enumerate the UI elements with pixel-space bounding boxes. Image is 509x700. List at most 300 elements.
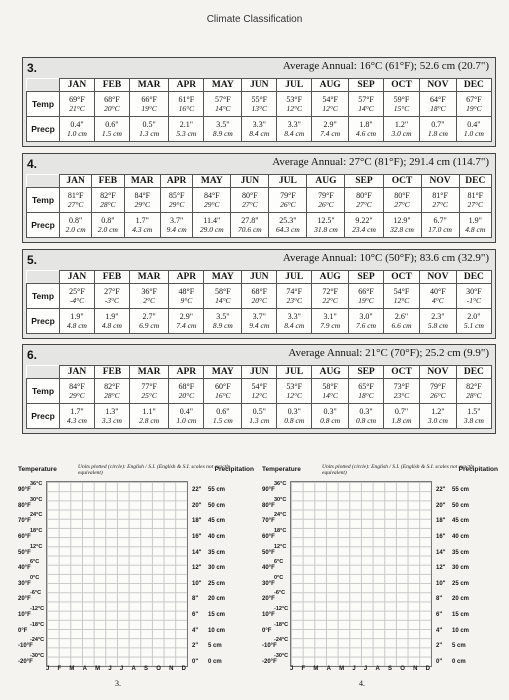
- temp-value-english: 81°F: [67, 191, 84, 200]
- month-tick: S: [388, 666, 393, 672]
- precip-value-si: 17.0 cm: [428, 225, 452, 234]
- month-header: JAN: [60, 366, 95, 379]
- temp-value-si: 19°C: [358, 296, 374, 305]
- precip-cm-tick: 5 cm: [452, 643, 466, 650]
- precip-value-english: 1.9": [70, 312, 84, 321]
- month-tick: F: [301, 666, 306, 672]
- temp-c-tick: 6°C: [274, 559, 284, 566]
- precip-in-tick: 22": [192, 487, 202, 493]
- temp-cell: [60, 92, 95, 117]
- precip-cell: [242, 309, 277, 334]
- temp-value-si: 12°C: [393, 296, 410, 305]
- temp-value-english: 58°F: [215, 287, 231, 296]
- temp-cell: [204, 92, 242, 117]
- temp-value-si: -1°C: [466, 296, 482, 305]
- climate-table: [26, 78, 492, 142]
- precip-cell: [94, 404, 129, 429]
- temp-value-si: 28°C: [466, 391, 482, 400]
- temp-cell: [456, 379, 491, 404]
- temp-cell: [277, 379, 312, 404]
- month-header: AUG: [312, 79, 349, 92]
- page-title: Climate Classification: [206, 14, 303, 25]
- precip-value-si: 0.8 cm: [320, 416, 341, 425]
- precip-cm-tick: 10 cm: [208, 627, 226, 634]
- climate-block: [22, 344, 496, 434]
- temp-cell: [456, 284, 491, 309]
- temp-c-tick: 30°C: [274, 496, 287, 503]
- temp-value-si: 22°C: [322, 296, 338, 305]
- precip-in-tick: 10": [192, 580, 202, 587]
- temp-value-si: -3°C: [104, 296, 120, 305]
- precip-value-english: 0.8": [101, 216, 115, 225]
- precip-value-si: 8.4 cm: [284, 129, 305, 138]
- temp-c-tick: 36°C: [30, 481, 43, 487]
- precipitation-axis-title: Precipitation: [214, 466, 254, 473]
- temp-value-english: 53°F: [286, 95, 303, 104]
- precip-cell: [345, 213, 383, 238]
- temp-value-si: 27°C: [467, 200, 484, 209]
- month-header: MAY: [204, 366, 242, 379]
- month-axis: [290, 666, 430, 672]
- temp-f-tick: -20°F: [262, 659, 277, 665]
- precip-cell: [94, 117, 129, 142]
- temp-value-si: 19°C: [466, 104, 482, 113]
- temp-value-english: 66°F: [141, 95, 157, 104]
- temp-value-si: 26°C: [280, 200, 296, 209]
- climate-block: [22, 153, 496, 243]
- temp-value-english: 68°F: [251, 287, 268, 296]
- temp-cell: [419, 284, 456, 309]
- precip-value-si: 64.3 cm: [276, 225, 300, 234]
- temp-cell: [384, 92, 420, 117]
- month-header: SEP: [345, 175, 383, 188]
- temp-value-english: 67°F: [466, 95, 482, 104]
- month-tick: J: [119, 666, 124, 672]
- temp-c-tick: 24°C: [30, 512, 43, 519]
- temp-value-si: 27°C: [242, 200, 258, 209]
- precip-value-si: 4.8 cm: [465, 225, 486, 234]
- temp-value-si: 29°C: [69, 391, 85, 400]
- precip-value-english: 2.9": [323, 120, 337, 129]
- temp-value-si: 12°C: [286, 104, 303, 113]
- temp-cell: [129, 379, 168, 404]
- temp-cell: [169, 379, 204, 404]
- precip-in-tick: 6": [192, 612, 199, 619]
- month-tick: N: [169, 666, 174, 672]
- precip-cell: [231, 213, 269, 238]
- temp-f-tick: 50°F: [262, 549, 275, 556]
- precip-cell: [169, 404, 204, 429]
- precip-value-si: 3.8 cm: [463, 416, 484, 425]
- temp-row-label: Temp: [27, 92, 60, 117]
- temp-cell: [349, 92, 384, 117]
- precip-value-english: 11.4": [203, 216, 221, 225]
- temp-value-english: 79°F: [430, 382, 446, 391]
- precip-cell: [277, 309, 312, 334]
- month-header: MAY: [193, 175, 231, 188]
- temp-value-english: 72°F: [322, 287, 338, 296]
- temp-value-english: 84°F: [203, 191, 220, 200]
- month-header: SEP: [349, 79, 384, 92]
- temp-cell: [383, 188, 421, 213]
- temp-cell: [419, 379, 456, 404]
- block-number: 4.: [27, 157, 38, 171]
- temp-cell: [242, 92, 277, 117]
- precip-cell: [204, 404, 242, 429]
- month-header: MAY: [204, 271, 242, 284]
- precip-in-tick: 12": [192, 565, 202, 572]
- precip-value-si: 6.6 cm: [391, 321, 412, 330]
- precip-value-si: 1.5 cm: [101, 129, 122, 138]
- precip-cm-tick: 35 cm: [208, 549, 226, 556]
- precip-in-tick: 0": [436, 659, 443, 665]
- temp-cell: [384, 284, 420, 309]
- precip-value-english: 3.1": [323, 312, 337, 321]
- month-header: NOV: [421, 175, 459, 188]
- temp-row-label: Temp: [27, 284, 60, 309]
- temp-value-si: 12°C: [286, 391, 303, 400]
- temp-cell: [169, 92, 204, 117]
- annual-average: Average Annual: 10°C (50°F); 83.6 cm (32.9"): [282, 252, 489, 264]
- temp-f-tick: 70°F: [262, 518, 275, 525]
- precip-value-si: 4.8 cm: [101, 321, 122, 330]
- temp-row-label: Temp: [27, 379, 60, 404]
- temp-value-english: 80°F: [356, 191, 372, 200]
- precip-cell: [312, 309, 349, 334]
- precip-cm-tick: 55 cm: [208, 487, 226, 493]
- temp-value-english: 64°F: [430, 95, 446, 104]
- temp-value-english: 69°F: [69, 95, 85, 104]
- precip-cell: [169, 309, 204, 334]
- precip-cell: [60, 213, 92, 238]
- temp-cell: [456, 92, 491, 117]
- temp-value-english: 57°F: [215, 95, 231, 104]
- temp-value-english: 54°F: [251, 382, 268, 391]
- month-header: OCT: [384, 271, 420, 284]
- temp-value-english: 80°F: [242, 191, 258, 200]
- precip-cm-tick: 35 cm: [452, 549, 470, 556]
- temp-value-si: 16°C: [178, 104, 195, 113]
- precip-cell: [129, 117, 168, 142]
- month-header: FEB: [94, 79, 129, 92]
- precip-value-english: 2.0": [467, 312, 481, 321]
- temp-value-english: 53°F: [286, 382, 303, 391]
- month-header: FEB: [94, 271, 129, 284]
- temp-c-tick: -12°C: [274, 606, 289, 613]
- precip-value-english: 0.6": [105, 120, 119, 129]
- temp-cell: [124, 188, 160, 213]
- precip-value-si: 5.3 cm: [176, 129, 197, 138]
- month-header: FEB: [92, 175, 124, 188]
- precip-value-english: 0.4": [70, 120, 84, 129]
- precip-value-english: 27.8": [241, 216, 259, 225]
- precip-value-english: 1.7": [70, 407, 84, 416]
- temp-f-tick: 20°F: [262, 596, 275, 603]
- precip-cm-tick: 30 cm: [452, 565, 470, 572]
- precip-value-english: 1.9": [105, 312, 119, 321]
- temp-c-tick: -18°C: [274, 621, 289, 628]
- precip-value-english: 0.4": [467, 120, 481, 129]
- precip-cell: [456, 117, 491, 142]
- precip-cell: [456, 404, 491, 429]
- temp-value-english: 77°F: [141, 382, 157, 391]
- precip-value-english: 0.7": [394, 407, 409, 416]
- precip-value-si: 3.0 cm: [427, 416, 448, 425]
- precip-cell: [242, 404, 277, 429]
- temp-cell: [312, 379, 349, 404]
- precip-value-si: 1.0 cm: [463, 129, 484, 138]
- precip-cm-tick: 25 cm: [452, 580, 470, 587]
- temp-f-tick: 30°F: [262, 580, 275, 587]
- temp-cell: [459, 188, 491, 213]
- graph-grid[interactable]: [46, 481, 188, 667]
- precip-cell: [193, 213, 231, 238]
- annual-average: Average Annual: 21°C (70°F); 25.2 cm (9.9"): [288, 347, 489, 359]
- temp-cell: [345, 188, 383, 213]
- temp-value-si: 21°C: [69, 104, 85, 113]
- temp-cell: [307, 188, 345, 213]
- temp-value-english: 81°F: [467, 191, 484, 200]
- temp-f-tick: 50°F: [18, 549, 31, 556]
- month-tick: D: [181, 666, 186, 672]
- precip-cm-tick: 50 cm: [208, 502, 226, 509]
- month-header: APR: [161, 175, 193, 188]
- temp-value-si: 2°C: [143, 296, 156, 305]
- precip-value-si: 31.8 cm: [314, 225, 338, 234]
- month-header: APR: [169, 79, 204, 92]
- month-header: JUL: [277, 79, 312, 92]
- temp-f-tick: 10°F: [262, 612, 275, 619]
- month-header: OCT: [384, 366, 420, 379]
- month-tick: A: [82, 666, 87, 672]
- precip-cell: [421, 213, 459, 238]
- month-header: AUG: [312, 271, 349, 284]
- precip-cell: [384, 117, 420, 142]
- temp-c-tick: 18°C: [274, 527, 287, 534]
- precip-cm-tick: 20 cm: [452, 596, 470, 603]
- temp-value-si: 12°C: [251, 391, 268, 400]
- precip-cell: [349, 309, 384, 334]
- temp-f-tick: -10°F: [262, 643, 277, 650]
- temp-cell: [242, 379, 277, 404]
- month-header: MAR: [129, 271, 168, 284]
- month-header: JAN: [60, 271, 95, 284]
- precip-in-tick: 8": [192, 596, 199, 603]
- temp-value-si: 12°C: [322, 104, 338, 113]
- annual-average: Average Annual: 27°C (81°F); 291.4 cm (114.7"): [272, 156, 489, 168]
- temp-c-tick: 12°C: [30, 543, 43, 550]
- temp-value-si: 14°C: [215, 296, 231, 305]
- month-header: DEC: [459, 175, 491, 188]
- month-tick: A: [131, 666, 136, 672]
- precip-value-si: 29.0 cm: [199, 225, 224, 234]
- temp-c-tick: -24°C: [274, 637, 289, 644]
- graph-number: 3.: [115, 679, 121, 688]
- precip-cm-tick: 0 cm: [452, 659, 466, 665]
- temp-value-si: 27°C: [432, 200, 448, 209]
- temp-value-english: 65°F: [358, 382, 374, 391]
- temp-value-english: 80°F: [394, 191, 410, 200]
- precip-cell: [242, 117, 277, 142]
- temp-f-tick: 40°F: [18, 565, 31, 572]
- precip-cell: [92, 213, 124, 238]
- climate-block: [22, 57, 496, 147]
- temp-f-tick: 0°F: [18, 627, 28, 634]
- precip-value-si: 6.9 cm: [139, 321, 160, 330]
- precip-cell: [269, 213, 307, 238]
- temp-value-english: 82°F: [100, 191, 116, 200]
- temp-cell: [312, 284, 349, 309]
- precip-row-label: Precp: [27, 213, 60, 238]
- precip-in-tick: 20": [192, 502, 202, 509]
- precip-in-tick: 18": [436, 518, 446, 525]
- precip-cell: [419, 117, 456, 142]
- graph-grid[interactable]: [290, 481, 432, 667]
- temp-cell: [277, 284, 312, 309]
- precip-value-si: 4.3 cm: [132, 225, 153, 234]
- temp-value-english: 58°F: [322, 382, 338, 391]
- precip-value-si: 1.8 cm: [427, 129, 448, 138]
- temp-value-si: 13°C: [251, 104, 268, 113]
- temp-value-english: 79°F: [280, 191, 296, 200]
- precip-cm-tick: 50 cm: [452, 502, 470, 509]
- month-tick: S: [144, 666, 149, 672]
- precip-in-tick: 4": [436, 627, 443, 634]
- temp-row-label: Temp: [27, 188, 60, 213]
- temp-cell: [60, 284, 95, 309]
- temp-cell: [384, 379, 420, 404]
- precip-value-english: 2.3": [431, 312, 445, 321]
- precip-cm-tick: 40 cm: [208, 533, 226, 540]
- temp-f-tick: -20°F: [18, 659, 33, 665]
- temp-value-english: 82°F: [104, 382, 120, 391]
- temp-value-english: 40°F: [430, 287, 446, 296]
- temp-value-si: 14°C: [322, 391, 338, 400]
- temp-cell: [204, 284, 242, 309]
- month-header: APR: [169, 271, 204, 284]
- temp-f-tick: 60°F: [262, 533, 275, 540]
- precip-value-si: 5.1 cm: [463, 321, 484, 330]
- temp-value-si: 26°C: [318, 200, 334, 209]
- temp-cell: [92, 188, 124, 213]
- temp-cell: [349, 379, 384, 404]
- precip-in-tick: 0": [192, 659, 199, 665]
- precip-cell: [60, 404, 95, 429]
- precip-value-si: 2.0 cm: [97, 225, 118, 234]
- month-tick: J: [290, 666, 294, 672]
- precip-cm-tick: 0 cm: [208, 659, 222, 665]
- precip-value-english: 3.3": [252, 120, 266, 129]
- month-tick: N: [413, 666, 418, 672]
- precip-cell: [169, 117, 204, 142]
- precip-value-english: 1.8": [359, 120, 373, 129]
- temp-value-si: 9°C: [180, 296, 193, 305]
- temp-value-si: 16°C: [215, 391, 231, 400]
- month-header: AUG: [307, 175, 345, 188]
- precip-cm-tick: 45 cm: [452, 518, 470, 525]
- precip-value-english: 0.3": [359, 407, 373, 416]
- temp-value-si: 27°C: [67, 200, 84, 209]
- temp-value-english: 27°F: [104, 287, 120, 296]
- precip-cm-tick: 15 cm: [208, 612, 226, 619]
- precip-cell: [129, 309, 168, 334]
- month-header: APR: [169, 366, 204, 379]
- temp-cell: [231, 188, 269, 213]
- precip-value-english: 6.7": [433, 216, 447, 225]
- month-tick: A: [326, 666, 331, 672]
- precip-value-english: 25.3": [279, 216, 297, 225]
- precip-value-english: 2.1": [179, 120, 193, 129]
- precip-value-english: 1.3": [105, 407, 119, 416]
- units-note: Units plotted (circle): English / S.I. (English & S.I. scales not exactly equivalent): [78, 464, 231, 476]
- temp-value-english: 82°F: [466, 382, 482, 391]
- temp-c-tick: -6°C: [30, 590, 42, 597]
- precip-cell: [349, 404, 384, 429]
- precip-value-english: 1.5": [467, 407, 481, 416]
- precip-value-english: 0.6": [216, 407, 230, 416]
- precip-value-si: 0.8 cm: [284, 416, 305, 425]
- precip-value-si: 4.8 cm: [66, 321, 87, 330]
- precip-value-si: 1.3 cm: [249, 416, 270, 425]
- precip-cell: [161, 213, 193, 238]
- precip-value-si: 8.4 cm: [249, 129, 270, 138]
- precip-cell: [419, 309, 456, 334]
- precip-cell: [204, 117, 242, 142]
- month-header: MAR: [129, 366, 168, 379]
- temp-value-si: 4°C: [432, 296, 444, 305]
- precip-in-tick: 16": [436, 533, 446, 540]
- precip-row-label: Precp: [27, 117, 60, 142]
- month-header: DEC: [456, 79, 491, 92]
- temp-value-english: 84°F: [69, 382, 85, 391]
- block-number: 3.: [27, 61, 38, 75]
- temp-cell: [94, 379, 129, 404]
- month-header: NOV: [419, 366, 456, 379]
- temp-value-si: 27°C: [356, 200, 372, 209]
- precip-cm-tick: 10 cm: [452, 627, 470, 634]
- temp-f-tick: 20°F: [18, 596, 31, 603]
- temp-f-tick: 70°F: [18, 518, 31, 525]
- precip-value-si: 2.8 cm: [139, 416, 160, 425]
- temp-cell: [349, 284, 384, 309]
- precip-cell: [60, 117, 95, 142]
- month-header: DEC: [456, 271, 491, 284]
- temp-value-si: 26°C: [430, 391, 446, 400]
- temp-c-tick: -6°C: [274, 590, 286, 597]
- precip-value-si: 7.4 cm: [176, 321, 197, 330]
- precip-in-tick: 4": [192, 627, 199, 634]
- precip-cell: [94, 309, 129, 334]
- precip-cm-tick: 55 cm: [452, 487, 470, 493]
- temp-value-english: 60°F: [215, 382, 231, 391]
- precip-value-si: 70.6 cm: [237, 225, 262, 234]
- precip-value-english: 1.9": [468, 216, 482, 225]
- month-header: SEP: [349, 366, 384, 379]
- precip-value-english: 0.8": [69, 216, 83, 225]
- temp-c-tick: 0°C: [274, 574, 284, 581]
- month-header: JUL: [277, 271, 312, 284]
- month-header: AUG: [312, 366, 349, 379]
- precip-in-tick: 16": [192, 533, 202, 540]
- precip-value-english: 2.6": [394, 312, 409, 321]
- precip-cm-tick: 30 cm: [208, 565, 226, 572]
- month-header: JAN: [60, 79, 95, 92]
- precip-in-tick: 14": [436, 549, 446, 556]
- temp-value-english: 48°F: [178, 287, 195, 296]
- temp-cell: [60, 188, 92, 213]
- temp-value-si: 14°C: [358, 104, 374, 113]
- month-header: JUL: [269, 175, 307, 188]
